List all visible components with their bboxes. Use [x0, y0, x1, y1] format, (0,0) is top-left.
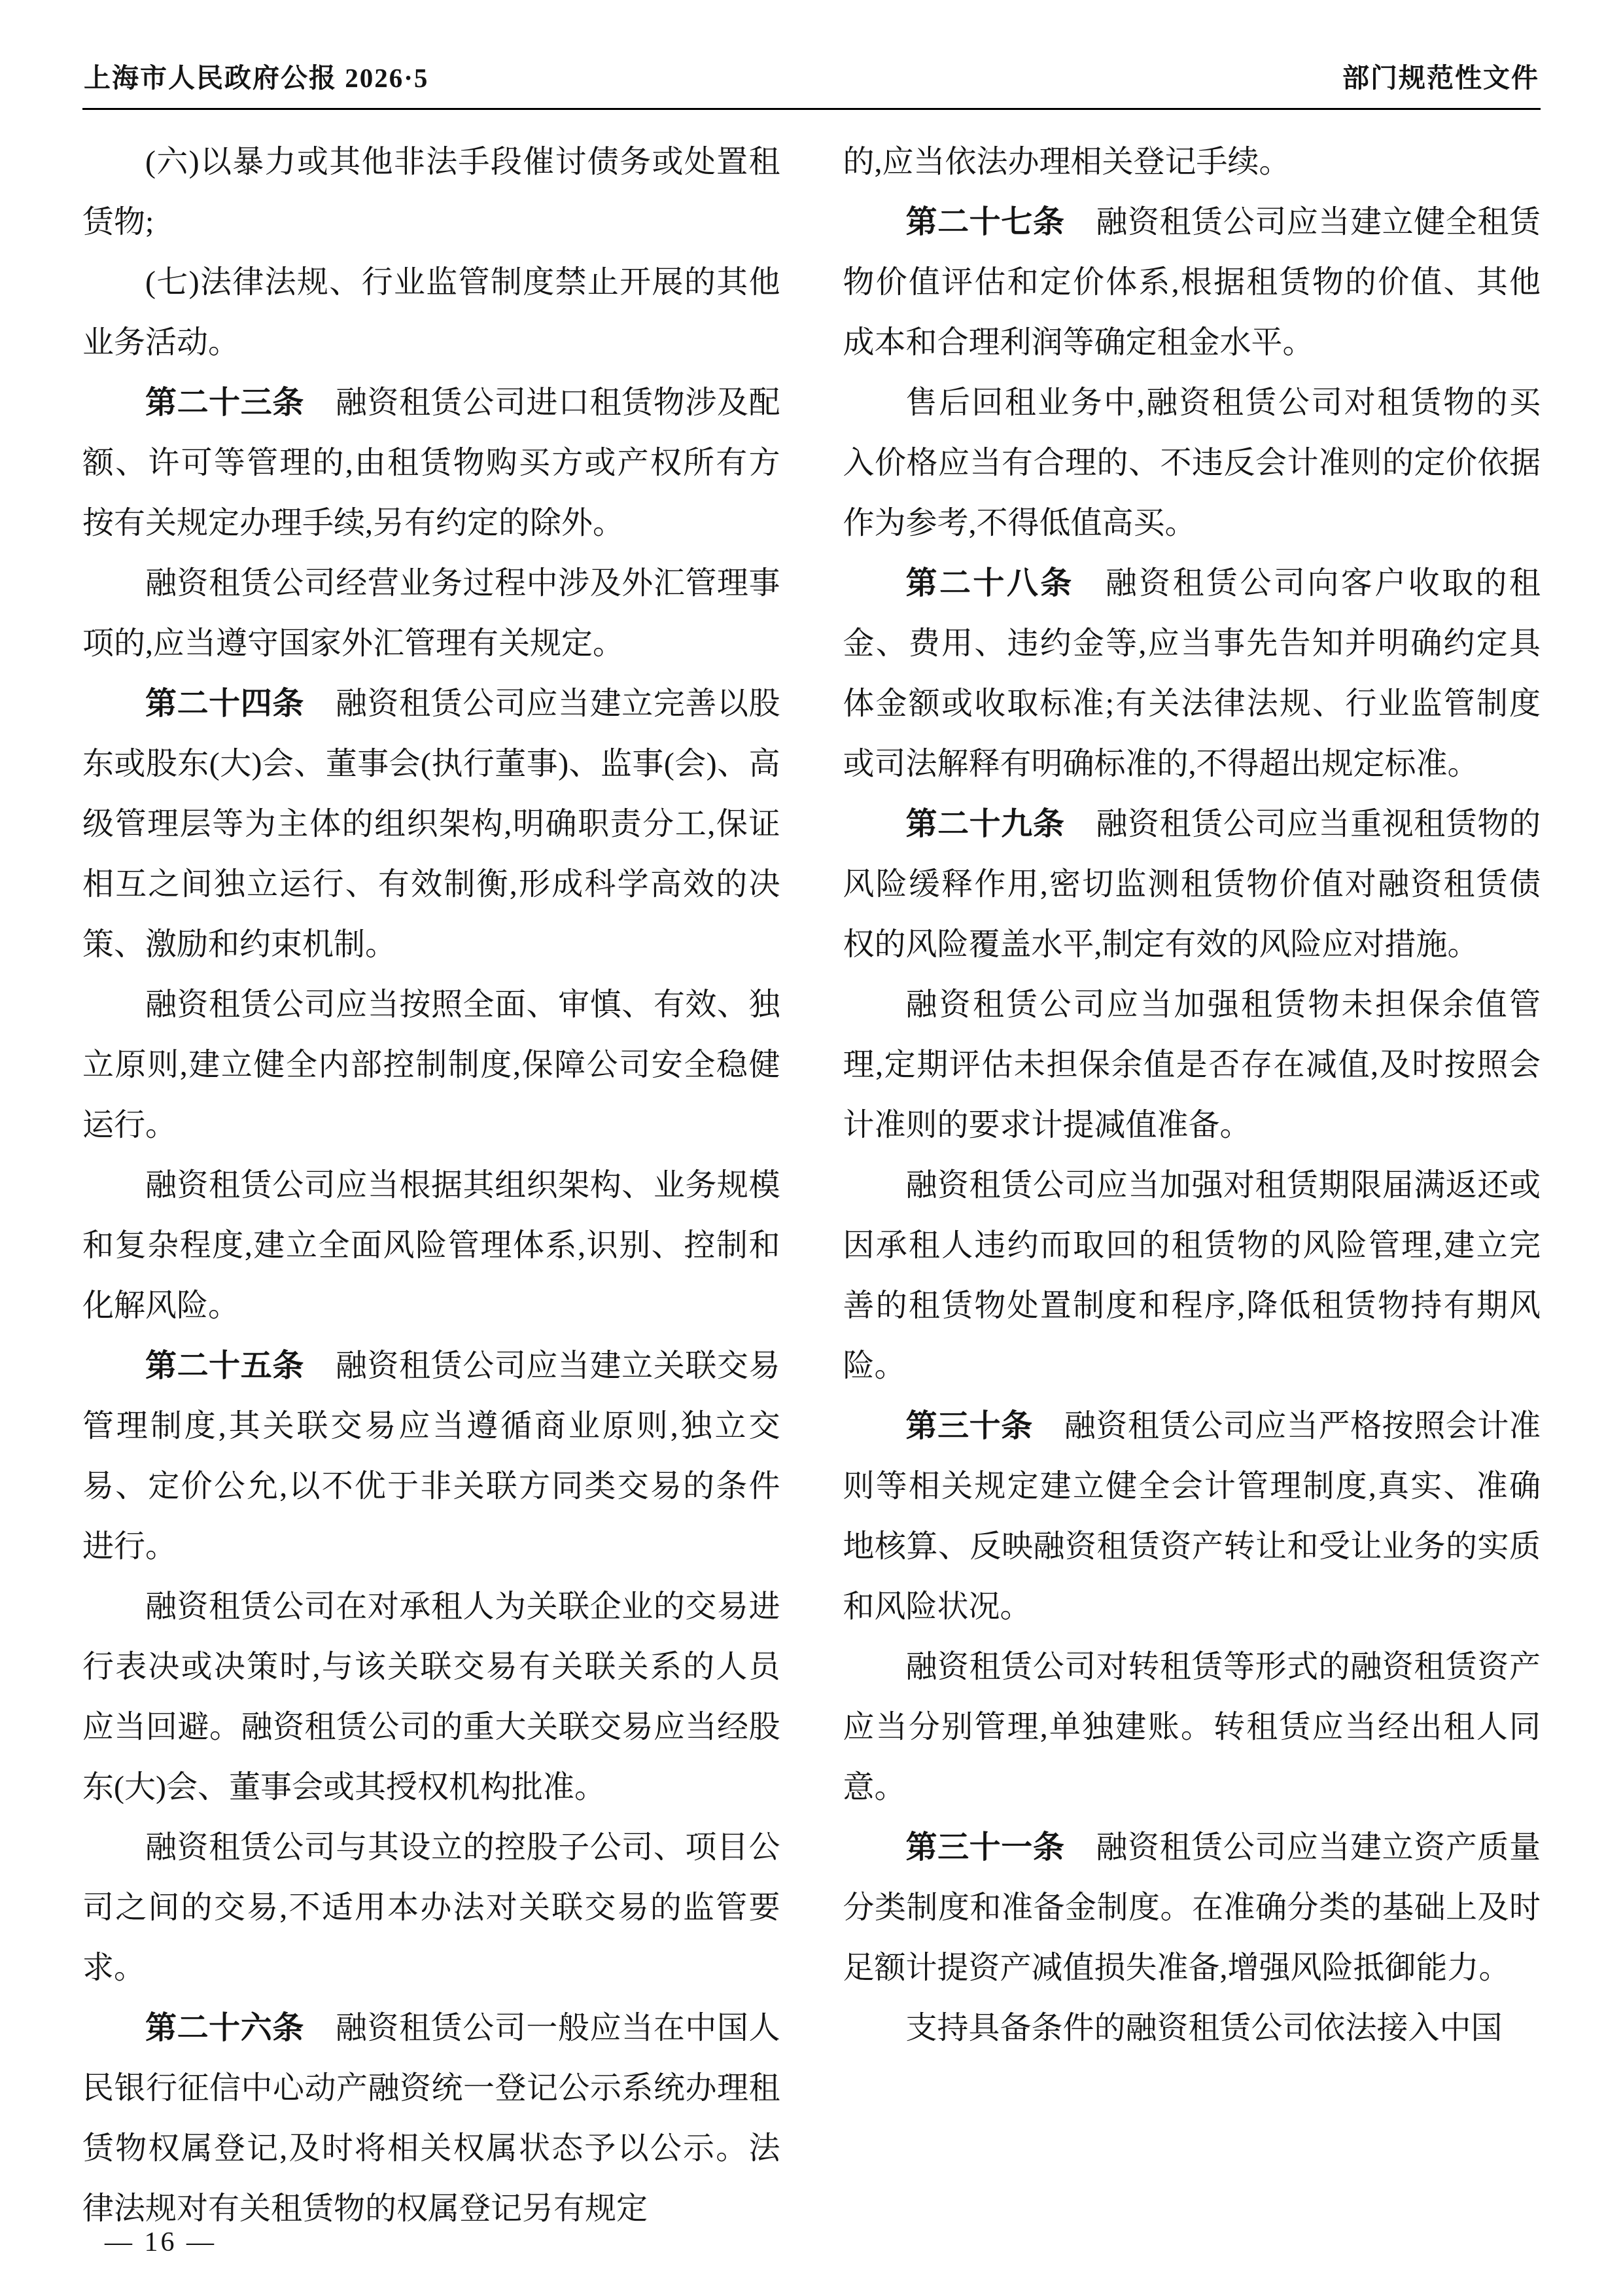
- body-paragraph: 融资租赁公司在对承租人为关联企业的交易进行表决或决策时,与该关联交易有关联关系的人员应当回避。融资租赁公司的重大关联交易应当经股东(大)会、董事会或其授权机构批准。: [82, 1589, 780, 1805]
- article-paragraph: 第二十四条 融资租赁公司应当建立完善以股东或股东(大)会、董事会(执行董事)、监事(会)、高级管理层等为主体的组织架构,明确职责分工,保证相互之间独立运行、有效制衡,形成科学高效的决策、激励和约束机制。: [82, 686, 780, 962]
- body-paragraph: 融资租赁公司对转租赁等形式的融资租赁资产应当分别管理,单独建账。转租赁应当经出租人同意。: [843, 1650, 1541, 1805]
- body-paragraph: 售后回租业务中,融资租赁公司对租赁物的买入价格应当有合理的、不违反会计准则的定价依据作为参考,不得低值高买。: [843, 385, 1541, 540]
- article-number-label: 第二十六条: [145, 2011, 304, 2045]
- page-header: [82, 56, 1541, 108]
- article-paragraph: 第二十七条 融资租赁公司应当建立健全租赁物价值评估和定价体系,根据租赁物的价值、其他成本和合理利润等确定租金水平。: [843, 205, 1541, 360]
- article-number-label: 第二十三条: [145, 385, 304, 420]
- article-number-label: 第二十四条: [145, 686, 304, 721]
- body-paragraph: 融资租赁公司应当按照全面、审慎、有效、独立原则,建立健全内部控制制度,保障公司安全稳健运行。: [82, 987, 780, 1142]
- article-paragraph: 第二十八条 融资租赁公司向客户收取的租金、费用、违约金等,应当事先告知并明确约定具体金额或收取标准;有关法律法规、行业监管制度或司法解释有明确标准的,不得超出规定标准。: [843, 566, 1541, 781]
- left-column: [82, 132, 780, 2239]
- body-paragraph: 融资租赁公司与其设立的控股子公司、项目公司之间的交易,不适用本办法对关联交易的监管要求。: [82, 1830, 780, 1985]
- header-gazette-title: 上海市人民政府公报 2026·5: [84, 63, 429, 93]
- body-paragraph: 的,应当依法办理相关登记手续。: [843, 145, 1291, 179]
- page-number: — 16 —: [105, 2227, 217, 2257]
- body-paragraph: (七)法律法规、行业监管制度禁止开展的其他业务活动。: [82, 265, 780, 360]
- body-paragraph: 支持具备条件的融资租赁公司依法接入中国: [905, 2011, 1503, 2045]
- article-paragraph: 第二十六条 融资租赁公司一般应当在中国人民银行征信中心动产融资统一登记公示系统办理租赁物权属登记,及时将相关权属状态予以公示。法律法规对有关租赁物的权属登记另有规定: [82, 2011, 780, 2226]
- article-paragraph: 第二十五条 融资租赁公司应当建立关联交易管理制度,其关联交易应当遵循商业原则,独立交易、定价公允,以不优于非关联方同类交易的条件进行。: [82, 1349, 780, 1564]
- body-paragraph: 融资租赁公司经营业务过程中涉及外汇管理事项的,应当遵守国家外汇管理有关规定。: [82, 566, 780, 661]
- article-number-label: 第三十一条: [905, 1830, 1065, 1865]
- right-column: [843, 132, 1541, 2239]
- article-number-label: 第二十八条: [905, 566, 1074, 601]
- article-paragraph: 第二十三条 融资租赁公司进口租赁物涉及配额、许可等管理的,由租赁物购买方或产权所有方按有关规定办理手续,另有约定的除外。: [82, 385, 780, 540]
- body-paragraph: (六)以暴力或其他非法手段催讨债务或处置租赁物;: [82, 145, 780, 239]
- document-body: [82, 110, 1541, 2239]
- article-number-label: 第二十七条: [905, 205, 1065, 239]
- article-number-label: 第二十九条: [905, 807, 1065, 841]
- header-section-title: 部门规范性文件: [1342, 63, 1539, 93]
- article-number-label: 第二十五条: [145, 1349, 304, 1383]
- article-paragraph: 第三十一条 融资租赁公司应当建立资产质量分类制度和准备金制度。在准确分类的基础上及时足额计提资产减值损失准备,增强风险抵御能力。: [843, 1830, 1541, 1985]
- body-paragraph: 融资租赁公司应当加强对租赁期限届满返还或因承租人违约而取回的租赁物的风险管理,建立完善的租赁物处置制度和程序,降低租赁物持有期风险。: [843, 1168, 1541, 1383]
- body-paragraph: 融资租赁公司应当加强租赁物未担保余值管理,定期评估未担保余值是否存在减值,及时按照会计准则的要求计提减值准备。: [843, 987, 1541, 1142]
- body-paragraph: 融资租赁公司应当根据其组织架构、业务规模和复杂程度,建立全面风险管理体系,识别、控制和化解风险。: [82, 1168, 780, 1323]
- article-number-label: 第三十条: [905, 1409, 1033, 1443]
- article-paragraph: 第三十条 融资租赁公司应当严格按照会计准则等相关规定建立健全会计管理制度,真实、准确地核算、反映融资租赁资产转让和受让业务的实质和风险状况。: [843, 1409, 1541, 1624]
- article-paragraph: 第二十九条 融资租赁公司应当重视租赁物的风险缓释作用,密切监测租赁物价值对融资租赁债权的风险覆盖水平,制定有效的风险应对措施。: [843, 807, 1541, 962]
